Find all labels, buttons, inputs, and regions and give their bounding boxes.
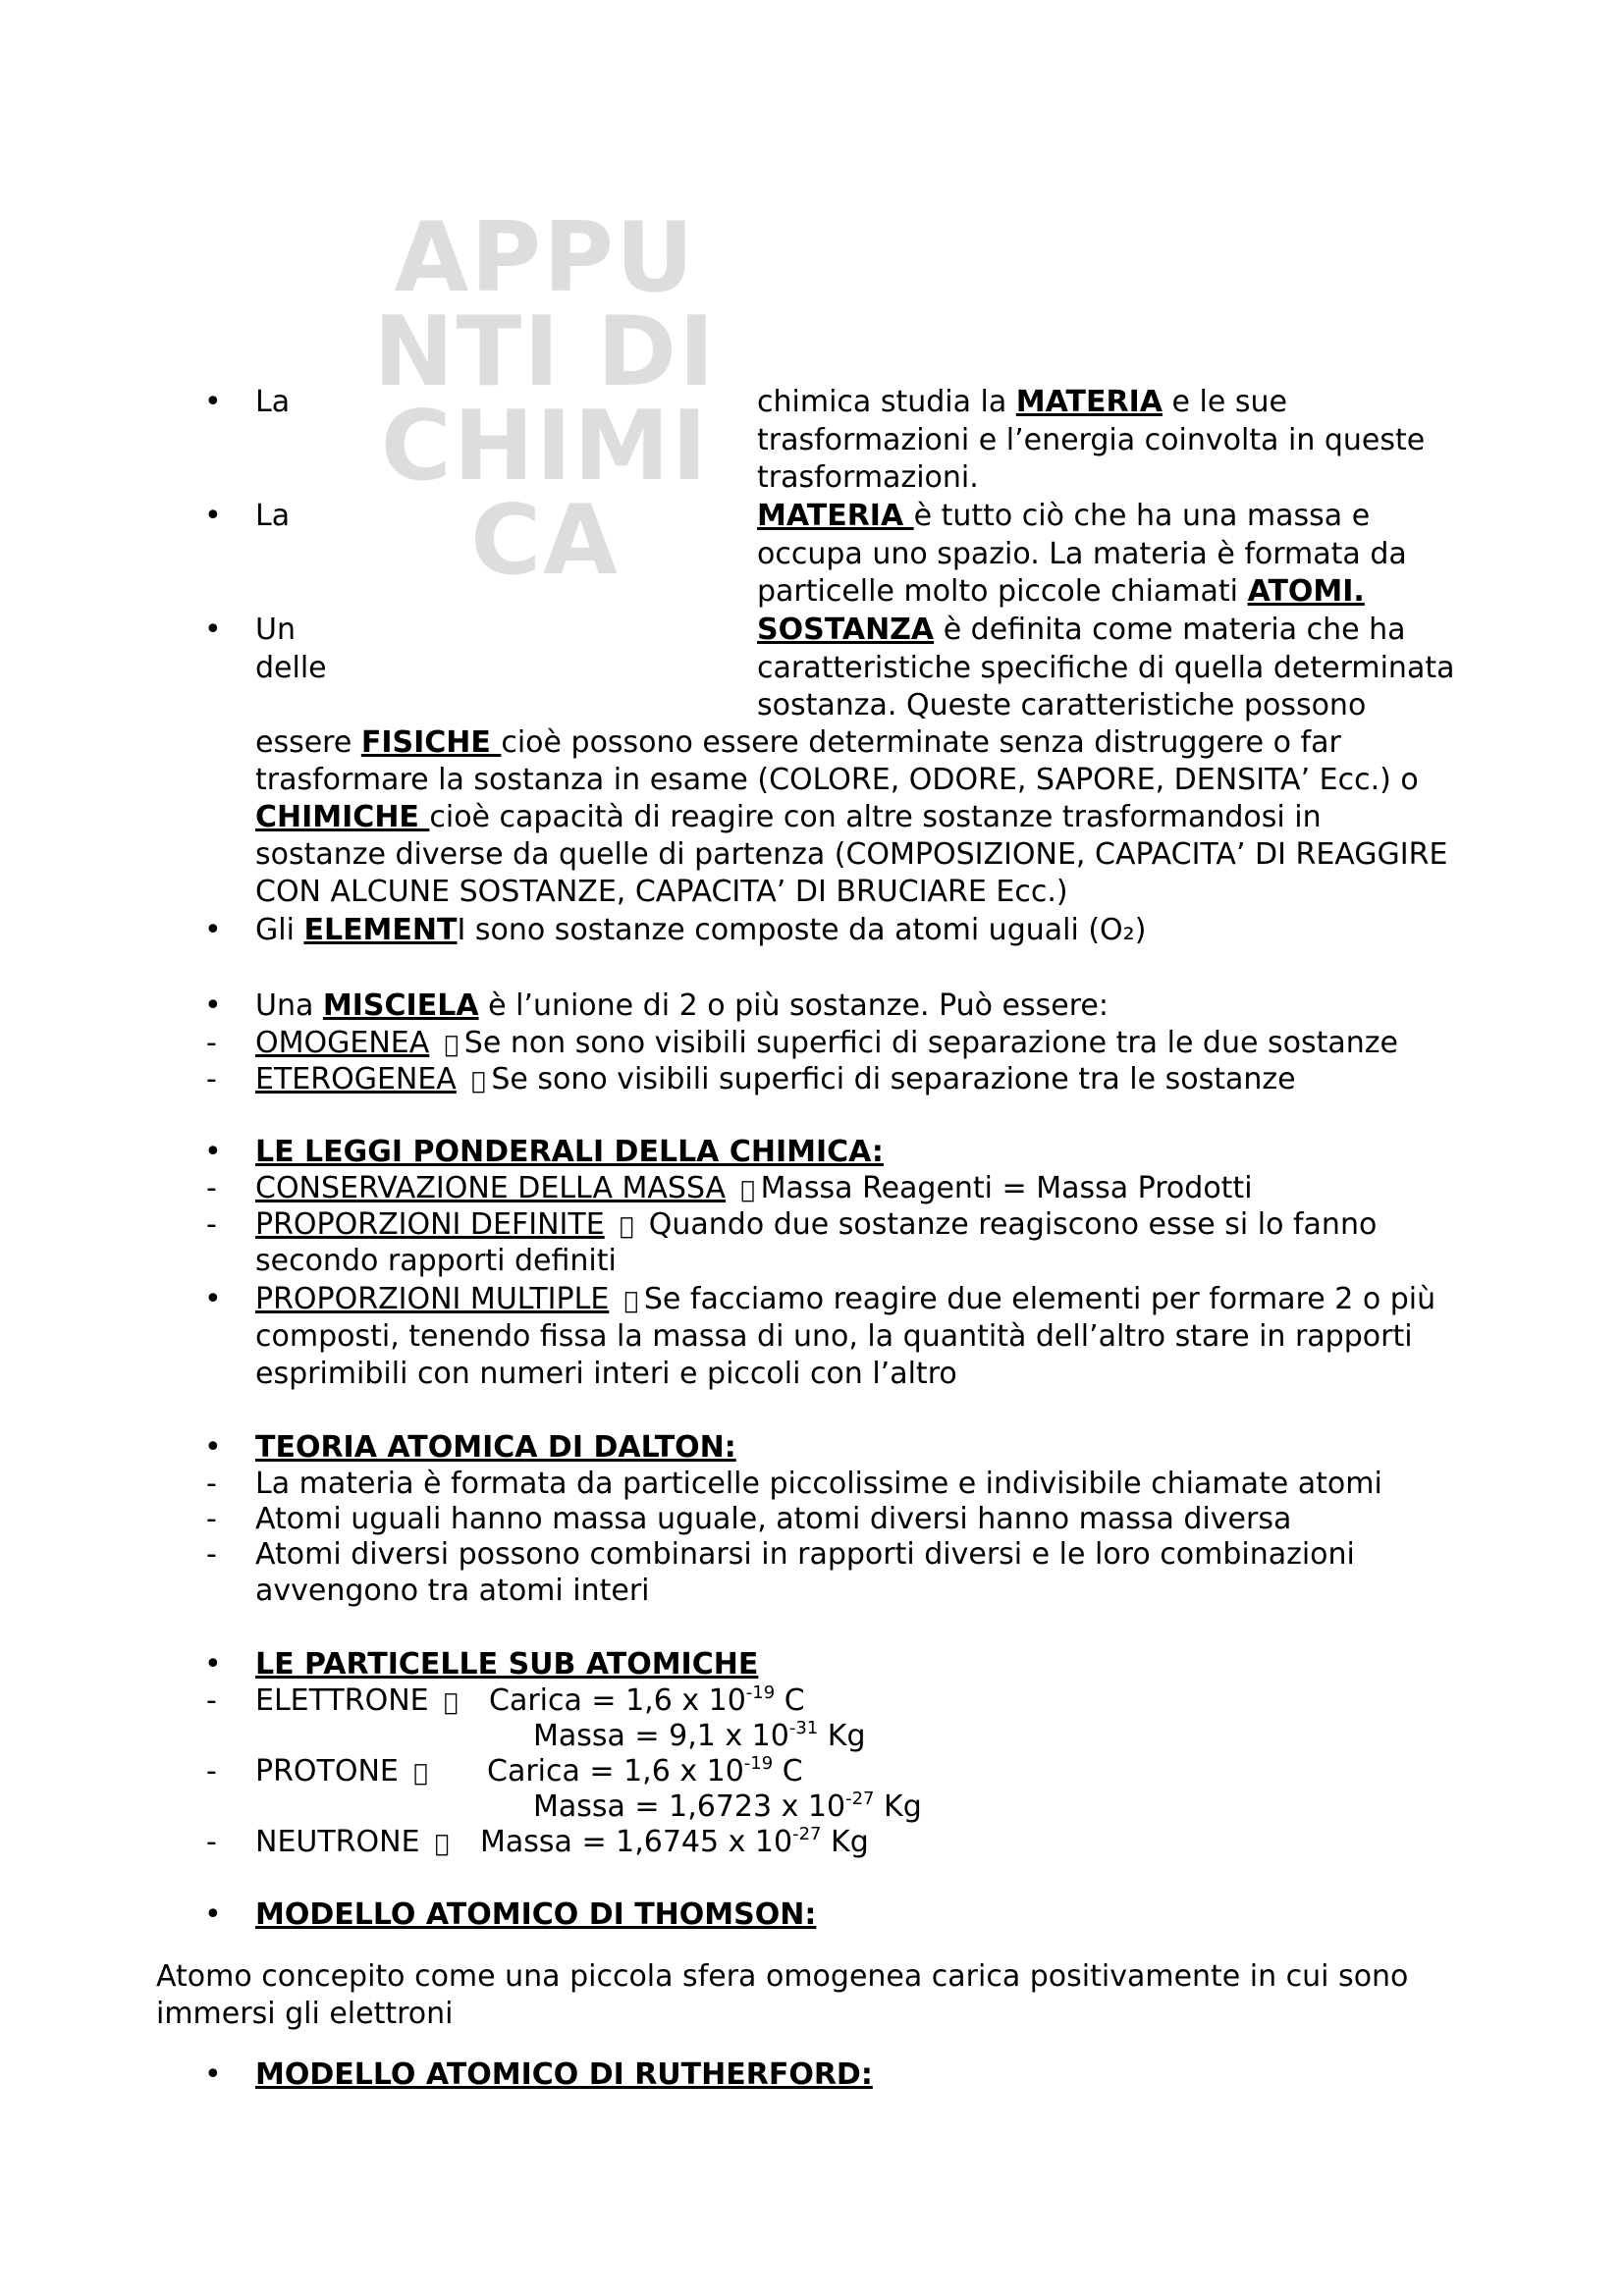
- dalton-point-2: Atomi uguali hanno massa uguale, atomi diversi hanno massa diversa: [255, 1502, 1292, 1536]
- dash: -: [206, 1537, 217, 1572]
- dash: -: [206, 1502, 217, 1536]
- leggi-heading: LE LEGGI PONDERALI DELLA CHIMICA:: [255, 1135, 884, 1169]
- protone-carica: Carica = 1,6 x $10^{-19}$ C: [487, 1753, 803, 1789]
- bullet: •: [204, 1647, 222, 1682]
- arrow-icon: [429, 1826, 455, 1862]
- intro-delle: delle: [255, 651, 327, 685]
- intro-fisiche-line1: essere FISICHE cioè possono essere determinate senza distruggere o far: [255, 725, 1341, 760]
- arrow-icon: [619, 1283, 644, 1319]
- particelle-heading: LE PARTICELLE SUB ATOMICHE: [255, 1647, 759, 1682]
- leggi-multiple: PROPORZIONI MULTIPLE Se facciamo reagire due elementi per formare 2 o più: [255, 1281, 1435, 1319]
- dalton-heading: TEORIA ATOMICA DI DALTON:: [255, 1430, 736, 1465]
- arrow-icon: [735, 1172, 761, 1208]
- arrow-icon: [407, 1755, 433, 1791]
- intro-materia-line1: MATERIA è tutto ciò che ha una massa e: [757, 499, 1371, 533]
- bullet: •: [204, 913, 222, 947]
- bullet: •: [204, 1282, 222, 1316]
- dash: -: [206, 1026, 217, 1060]
- leggi-multiple-line2: composti, tenendo fissa la massa di uno, la quantità dell’altro stare in rapporti: [255, 1319, 1413, 1354]
- dalton-point-3: Atomi diversi possono combinarsi in rapporti diversi e le loro combinazioni: [255, 1537, 1355, 1572]
- protone-label: PROTONE: [255, 1753, 433, 1791]
- leggi-definite-line2: secondo rapporti definiti: [255, 1244, 617, 1278]
- arrow-icon: [465, 1063, 491, 1099]
- intro-la-1: La: [255, 385, 291, 419]
- bullet: •: [204, 613, 222, 647]
- intro-fisiche-line2: trasformare la sostanza in esame (COLORE, ODORE, SAPORE, DENSITA’ Ecc.) o: [255, 763, 1419, 797]
- intro-sostanza-line1: SOSTANZA è definita come materia che ha: [757, 613, 1406, 647]
- rutherford-heading: MODELLO ATOMICO DI RUTHERFORD:: [255, 2057, 873, 2092]
- thomson-text-line2: immersi gli elettroni: [156, 1997, 454, 2031]
- watermark: APPUNTI DI CHIMICA: [373, 202, 717, 597]
- elettrone-massa: Massa = 9,1 x $10^{-31}$ Kg: [533, 1718, 866, 1753]
- bullet: •: [204, 2057, 222, 2092]
- bullet: •: [204, 385, 222, 419]
- dalton-point-1: La materia è formata da particelle piccolissime e indivisibile chiamate atomi: [255, 1467, 1382, 1501]
- intro-chimiche-line1: CHIMICHE cioè capacità di reagire con altre sostanze trasformandosi in: [255, 800, 1322, 834]
- miscela-eterogenea: ETEROGENEA Se sono visibili superfici di separazione tra le sostanze: [255, 1061, 1296, 1099]
- intro-sostanza-line2: caratteristiche specifiche di quella determinata: [757, 651, 1455, 685]
- bullet: •: [204, 1897, 222, 1932]
- bullet: •: [204, 1430, 222, 1465]
- neutrone-massa: Massa = 1,6745 x $10^{-27}$ Kg: [480, 1824, 869, 1859]
- arrow-icon: [439, 1027, 464, 1063]
- intro-chimica-line1: chimica studia la MATERIA e le sue: [757, 385, 1287, 419]
- dash: -: [206, 1171, 217, 1205]
- intro-la-2: La: [255, 499, 291, 533]
- thomson-heading: MODELLO ATOMICO DI THOMSON:: [255, 1897, 817, 1932]
- arrow-icon: [614, 1208, 639, 1245]
- intro-materia-line3: particelle molto piccole chiamati ATOMI.: [757, 574, 1365, 609]
- dash: -: [206, 1467, 217, 1501]
- leggi-multiple-line3: esprimibili con numeri interi e piccoli con l’altro: [255, 1357, 957, 1391]
- protone-massa: Massa = 1,6723 x $10^{-27}$ Kg: [533, 1789, 922, 1824]
- elettrone-carica: Carica = 1,6 x $10^{-19}$ C: [489, 1682, 805, 1718]
- intro-chimica-line2: trasformazioni e l’energia coinvolta in queste: [757, 423, 1426, 457]
- arrow-icon: [438, 1684, 463, 1721]
- elettrone-label: ELETTRONE: [255, 1682, 463, 1721]
- elementi-line: Gli ELEMENTI sono sostanze composte da atomi uguali (O₂): [255, 913, 1147, 947]
- dash: -: [206, 1754, 217, 1789]
- dash: -: [206, 1825, 217, 1859]
- neutrone-label: NEUTRONE: [255, 1824, 455, 1862]
- leggi-conservazione: CONSERVAZIONE DELLA MASSA Massa Reagenti = Massa Prodotti: [255, 1170, 1253, 1208]
- miscela-omogenea: OMOGENEA Se non sono visibili superfici di separazione tra le due sostanze: [255, 1025, 1398, 1063]
- miscela-line: Una MISCIELA è l’unione di 2 o più sostanze. Può essere:: [255, 988, 1109, 1023]
- intro-chimiche-line2: sostanze diverse da quelle di partenza (COMPOSIZIONE, CAPACITA’ DI REAGGIRE: [255, 837, 1448, 872]
- dash: -: [206, 1062, 217, 1096]
- bullet: •: [204, 988, 222, 1023]
- intro-sostanza-line3: sostanza. Queste caratteristiche possono: [757, 688, 1367, 722]
- thomson-text-line1: Atomo concepito come una piccola sfera omogenea carica positivamente in cui sono: [156, 1959, 1409, 1994]
- dash: -: [206, 1683, 217, 1718]
- intro-materia-line2: occupa uno spazio. La materia è formata da: [757, 537, 1407, 571]
- bullet: •: [204, 499, 222, 533]
- intro-chimiche-line3: CON ALCUNE SOSTANZE, CAPACITA’ DI BRUCIARE Ecc.): [255, 875, 1068, 909]
- intro-chimica-line3: trasformazioni.: [757, 460, 979, 495]
- leggi-definite: PROPORZIONI DEFINITE Quando due sostanze reagiscono esse si lo fanno: [255, 1206, 1377, 1245]
- bullet: •: [204, 1135, 222, 1169]
- dalton-point-3-line2: avvengono tra atomi interi: [255, 1574, 650, 1608]
- intro-un: Un: [255, 613, 296, 647]
- dash: -: [206, 1207, 217, 1242]
